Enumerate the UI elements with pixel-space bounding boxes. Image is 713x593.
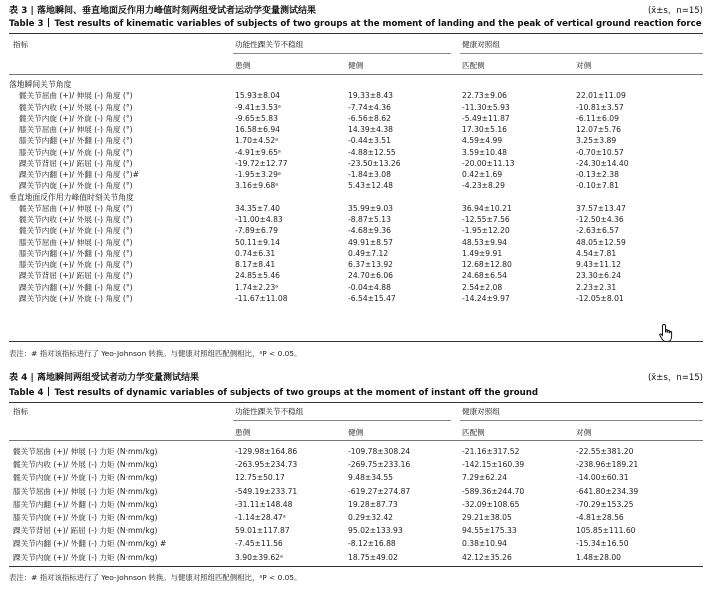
table3-cell: -2.63±6.57: [576, 226, 619, 236]
table3-cell: 4.54±7.81: [576, 248, 617, 258]
table4-header-col4: 对侧: [576, 428, 592, 437]
table4-note: 表注：# 指对该指标进行了 Yeo-Johnson 转换。与健康对照组匹配侧相比，ᵃP < 0.05。: [9, 573, 302, 582]
table3-cell: 16.58±6.94: [235, 125, 281, 134]
table3-cell: -20.00±11.13: [462, 158, 515, 168]
table3-header-group2: 健康对照组: [462, 40, 500, 49]
table3-row-label: 踝关节内翻 (+)/ 外翻 (-) 角度 (°)#: [19, 170, 140, 179]
table3-cell: -7.74±4.36: [348, 102, 391, 112]
table3-cell: 1.49±9.91: [462, 248, 503, 258]
table3-row-label: 膝关节内旋 (+)/ 外旋 (-) 角度 (°): [19, 147, 133, 157]
table3-cell: -8.87±5.13: [348, 215, 391, 224]
table4-cell: -15.34±16.50: [576, 539, 629, 549]
table3-cell: -4.68±9.36: [348, 226, 391, 236]
table3-cell: -0.44±3.51: [348, 136, 391, 146]
table3-cell: -11.30±5.93: [462, 102, 510, 112]
table4-cell: 9.48±34.55: [348, 473, 394, 483]
table4-header-group2: 健康对照组: [462, 407, 500, 416]
table3-cell: -6.56±8.62: [348, 113, 391, 123]
table3-header-index: 指标: [13, 40, 29, 49]
table3-header-col2: 健侧: [348, 61, 364, 70]
table3-cell: -0.04±4.88: [348, 282, 391, 292]
table4-cell: -589.36±244.70: [462, 486, 525, 496]
table4-cell: -109.78±308.24: [348, 447, 411, 456]
table3-cell: 22.01±11.09: [576, 91, 626, 101]
table3-row-label: 髋关节内收 (+)/ 外展 (-) 角度 (°): [19, 215, 133, 224]
table3-cell: -0.10±7.81: [576, 181, 619, 191]
table3-cell: 48.53±9.94: [462, 237, 508, 247]
table3-cell: 17.30±5.16: [462, 125, 508, 134]
table3-cell: -11.00±4.83: [235, 215, 283, 224]
table4-cell: -8.12±16.88: [348, 539, 396, 549]
table3-row-label: 踝关节背屈 (+)/ 跖屈 (-) 角度 (°): [19, 271, 133, 281]
table4-caption-en-text: Test results of dynamic variables of subjects of two groups at the moment of instant off the ground: [54, 388, 539, 398]
table3-row-label: 踝关节内旋 (+)/ 外旋 (-) 角度 (°): [19, 293, 133, 303]
table3-cell: -0.13±2.38: [576, 170, 619, 179]
table4-top-rule: [9, 402, 703, 403]
table3-row-label: 膝关节屈曲 (+)/ 伸展 (-) 角度 (°): [19, 125, 133, 134]
table3-cell: 24.70±6.06: [348, 271, 394, 281]
table4-cell: -263.95±234.73: [235, 460, 298, 470]
table3-header-col3: 匹配侧: [462, 61, 485, 70]
table3-cell: 36.94±10.21: [462, 203, 512, 213]
table3-group2-rule: [460, 53, 703, 54]
table3-cell: 34.35±7.40: [235, 203, 281, 213]
table3-cell: -9.41±3.53ᵃ: [235, 102, 281, 112]
table3-caption-en: [9, 18, 702, 30]
table3-row-label: 髋关节屈曲 (+)/ 伸展 (-) 角度 (°): [19, 203, 133, 213]
table3-row-label: 踝关节内翻 (+)/ 外翻 (-) 角度 (°): [19, 282, 133, 292]
table4-cell: 19.28±87.73: [348, 499, 398, 509]
table4-row-label: 踝关节内旋 (+)/ 外旋 (-) 力矩 (N·mm/kg): [13, 552, 158, 562]
table3-group1-rule: [233, 53, 451, 54]
table4-caption-cn: 表 4 | 离地瞬间两组受试者动力学变量测试结果: [9, 373, 199, 383]
table3-cell: -1.84±3.08: [348, 170, 391, 179]
table3-cell: 12.68±12.80: [462, 260, 512, 269]
table3-section-title: 落地瞬间关节角度: [9, 80, 72, 89]
table4-cell: -641.80±234.39: [576, 486, 639, 496]
table4-row-label: 膝关节内旋 (+)/ 外旋 (-) 力矩 (N·mm/kg): [13, 513, 158, 522]
table4-cell: -238.96±189.21: [576, 460, 639, 470]
table3-cell: 0.74±6.31: [235, 248, 276, 258]
caption-divider: [48, 387, 49, 396]
table3-caption-en-text: Test results of kinematic variables of subjects of two groups at the moment of landing and the peak of vertical ground reaction force: [54, 19, 702, 29]
table4-cell: 94.55±175.33: [462, 526, 517, 536]
table4-cell: 1.48±28.00: [576, 552, 622, 562]
table4-cell: 7.29±62.24: [462, 473, 508, 483]
table3-top-rule: [9, 33, 703, 34]
table3-cell: -23.50±13.26: [348, 158, 401, 168]
table4-header-col2: 健侧: [348, 428, 364, 437]
table3-cell: -10.81±3.57: [576, 102, 624, 112]
table4-row-label: 膝关节内翻 (+)/ 外翻 (-) 力矩 (N·mm/kg): [13, 499, 158, 509]
table3-caption-en-label: Table 3: [9, 19, 44, 29]
table4-cell: -32.09±108.65: [462, 499, 520, 509]
table3-caption-cn: 表 3 | 落地瞬间、垂直地面反作用力峰值时刻两组受试者运动学变量测试结果: [9, 6, 316, 16]
table4-cell: -1.14±28.47ᵃ: [235, 513, 286, 522]
table4-cell: -21.16±317.52: [462, 447, 520, 456]
table3-cell: -12.55±7.56: [462, 215, 510, 224]
table3-header-group1: 功能性踝关节不稳组: [235, 40, 304, 49]
table4-cell: -22.55±381.20: [576, 447, 634, 456]
table3-row-label: 踝关节背屈 (+)/ 跖屈 (-) 角度 (°): [19, 158, 133, 168]
table3-note: 表注：# 指对该指标进行了 Yeo-Johnson 转换。与健康对照组匹配侧相比，ᵃP < 0.05。: [9, 349, 302, 358]
table3-cell: 0.49±7.12: [348, 248, 389, 258]
table3-cell: 24.68±6.54: [462, 271, 508, 281]
table3-cell: 6.37±13.92: [348, 260, 394, 269]
table3-stat-label: (x̄±s，n=15): [647, 6, 703, 16]
table3-row-label: 髋关节屈曲 (+)/ 伸展 (-) 角度 (°): [19, 91, 133, 101]
table4-header-index: 指标: [13, 407, 29, 416]
table4-cell: 42.12±35.26: [462, 552, 512, 562]
table3-section-title: 垂直地面反作用力峰值时刻关节角度: [9, 192, 134, 202]
table3-cell: 0.42±1.69: [462, 170, 503, 179]
table4-cell: 3.90±39.62ᵃ: [235, 552, 283, 562]
table4-cell: -31.11±148.48: [235, 499, 293, 509]
table3-cell: 4.59±4.99: [462, 136, 503, 146]
table4-cell: -70.29±153.25: [576, 499, 634, 509]
table3-cell: -4.23±8.29: [462, 181, 505, 191]
table3-cell: 5.43±12.48: [348, 181, 394, 191]
table3-cell: -24.30±14.40: [576, 158, 629, 168]
table4-stat-label: (x̄±s，n=15): [647, 373, 703, 383]
table3-cell: -19.72±12.77: [235, 158, 288, 168]
table3-row-label: 膝关节屈曲 (+)/ 伸展 (-) 角度 (°): [19, 237, 133, 247]
table3-cell: -1.95±12.20: [462, 226, 510, 236]
table4-cell: 0.29±32.42: [348, 513, 394, 522]
table3-cell: -12.05±8.01: [576, 293, 624, 303]
table4-group2-rule: [460, 420, 703, 421]
table3-cell: 2.54±2.08: [462, 282, 503, 292]
table3-cell: 23.30±6.24: [576, 271, 622, 281]
table3-cell: 14.39±4.38: [348, 125, 394, 134]
table3-cell: 35.99±9.03: [348, 203, 394, 213]
table4-row-label: 髋关节内旋 (+)/ 外旋 (-) 力矩 (N·mm/kg): [13, 473, 158, 483]
table4-bottom-rule: [9, 566, 703, 567]
table3-cell: -6.54±15.47: [348, 293, 396, 303]
table4-cell: 18.75±49.02: [348, 552, 398, 562]
table3-cell: -7.89±6.79: [235, 226, 278, 236]
table3-cell: 1.70±4.52ᵃ: [235, 136, 279, 146]
table3-cell: -0.70±10.57: [576, 147, 624, 157]
table4-caption-en: [9, 387, 538, 399]
table4-row-label: 踝关节内翻 (+)/ 外翻 (-) 力矩 (N·mm/kg) #: [13, 539, 167, 549]
table4-cell: 59.01±117.87: [235, 526, 290, 536]
table4-cell: -7.45±11.56: [235, 539, 283, 549]
table3-row-label: 膝关节内翻 (+)/ 外翻 (-) 角度 (°): [19, 248, 133, 258]
table3-cell: 2.23±2.31: [576, 282, 617, 292]
table4-cell: -129.98±164.86: [235, 447, 298, 456]
table4-row-label: 膝关节屈曲 (+)/ 伸展 (-) 力矩 (N·mm/kg): [13, 486, 158, 496]
table3-bottom-rule: [9, 341, 703, 342]
caption-divider: [48, 18, 49, 27]
table3-cell: 22.73±9.06: [462, 91, 508, 101]
table3-cell: 49.91±8.57: [348, 237, 394, 247]
table3-cell: -6.11±6.09: [576, 113, 619, 123]
table3-cell: -1.95±3.29ᵃ: [235, 170, 281, 179]
table4-header-rule: [9, 440, 703, 441]
table3-row-label: 膝关节内翻 (+)/ 外翻 (-) 角度 (°): [19, 136, 133, 146]
table4-cell: -14.00±60.31: [576, 473, 629, 483]
table3-cell: -11.67±11.08: [235, 293, 288, 303]
table3-cell: -5.49±11.87: [462, 113, 510, 123]
table4-header-col1: 患侧: [235, 428, 251, 437]
table4-header-group1: 功能性踝关节不稳组: [235, 407, 304, 416]
table4-cell: 105.85±111.60: [576, 526, 636, 536]
table3-cell: 9.43±11.12: [576, 260, 622, 269]
table3-header-rule: [9, 74, 703, 75]
table3-row-label: 髋关节内收 (+)/ 外展 (-) 角度 (°): [19, 102, 133, 112]
table4-row-label: 髋关节内收 (+)/ 外展 (-) 力矩 (N·mm/kg): [13, 460, 158, 470]
table3-cell: -4.88±12.55: [348, 147, 396, 157]
table4-cell: -142.15±160.39: [462, 460, 525, 470]
table4-group1-rule: [233, 420, 451, 421]
table3-header-col1: 患侧: [235, 61, 251, 70]
table3-cell: 3.16±9.68ᵃ: [235, 181, 279, 191]
table4-row-label: 髋关节屈曲 (+)/ 伸展 (-) 力矩 (N·mm/kg): [13, 447, 158, 456]
table4-cell: 29.21±38.05: [462, 513, 512, 522]
table4-caption-en-label: Table 4: [9, 388, 44, 398]
table3-cell: -12.50±4.36: [576, 215, 624, 224]
table4-header-col3: 匹配侧: [462, 428, 485, 437]
table4-cell: 95.02±133.93: [348, 526, 403, 536]
table4-cell: 12.75±50.17: [235, 473, 285, 483]
table4-cell: -549.19±233.71: [235, 486, 298, 496]
table3-cell: 15.93±8.04: [235, 91, 281, 101]
table4-cell: -269.75±233.16: [348, 460, 411, 470]
table3-cell: 3.59±10.48: [462, 147, 508, 157]
table3-cell: -14.24±9.97: [462, 293, 510, 303]
table3-cell: 50.11±9.14: [235, 237, 281, 247]
table4-row-label: 踝关节背屈 (+)/ 跖屈 (-) 力矩 (N·mm/kg): [13, 526, 158, 536]
table3-cell: 19.33±8.43: [348, 91, 394, 101]
table3-cell: 8.17±8.41: [235, 260, 276, 269]
table3-cell: 1.74±2.23ᵃ: [235, 282, 279, 292]
table3-row-label: 髋关节内旋 (+)/ 外旋 (-) 角度 (°): [19, 226, 133, 236]
table4-cell: -4.81±28.56: [576, 513, 624, 522]
table3-row-label: 踝关节内旋 (+)/ 外旋 (-) 角度 (°): [19, 181, 133, 191]
table3-cell: -9.65±5.83: [235, 113, 278, 123]
table3-cell: 12.07±5.76: [576, 125, 622, 134]
table3-cell: 48.05±12.59: [576, 237, 626, 247]
table4-cell: -619.27±274.87: [348, 486, 411, 496]
table3-cell: 24.85±5.46: [235, 271, 281, 281]
table3-row-label: 膝关节内旋 (+)/ 外旋 (-) 角度 (°): [19, 260, 133, 269]
table3-cell: 3.25±3.89: [576, 136, 617, 146]
table3-cell: 37.57±13.47: [576, 203, 626, 213]
table3-header-col4: 对侧: [576, 61, 592, 70]
table4-cell: 0.38±10.94: [462, 539, 508, 549]
hand-pointer-icon: [658, 323, 676, 343]
table3-row-label: 髋关节内旋 (+)/ 外旋 (-) 角度 (°): [19, 113, 133, 123]
table3-cell: -4.91±9.65ᵃ: [235, 147, 281, 157]
